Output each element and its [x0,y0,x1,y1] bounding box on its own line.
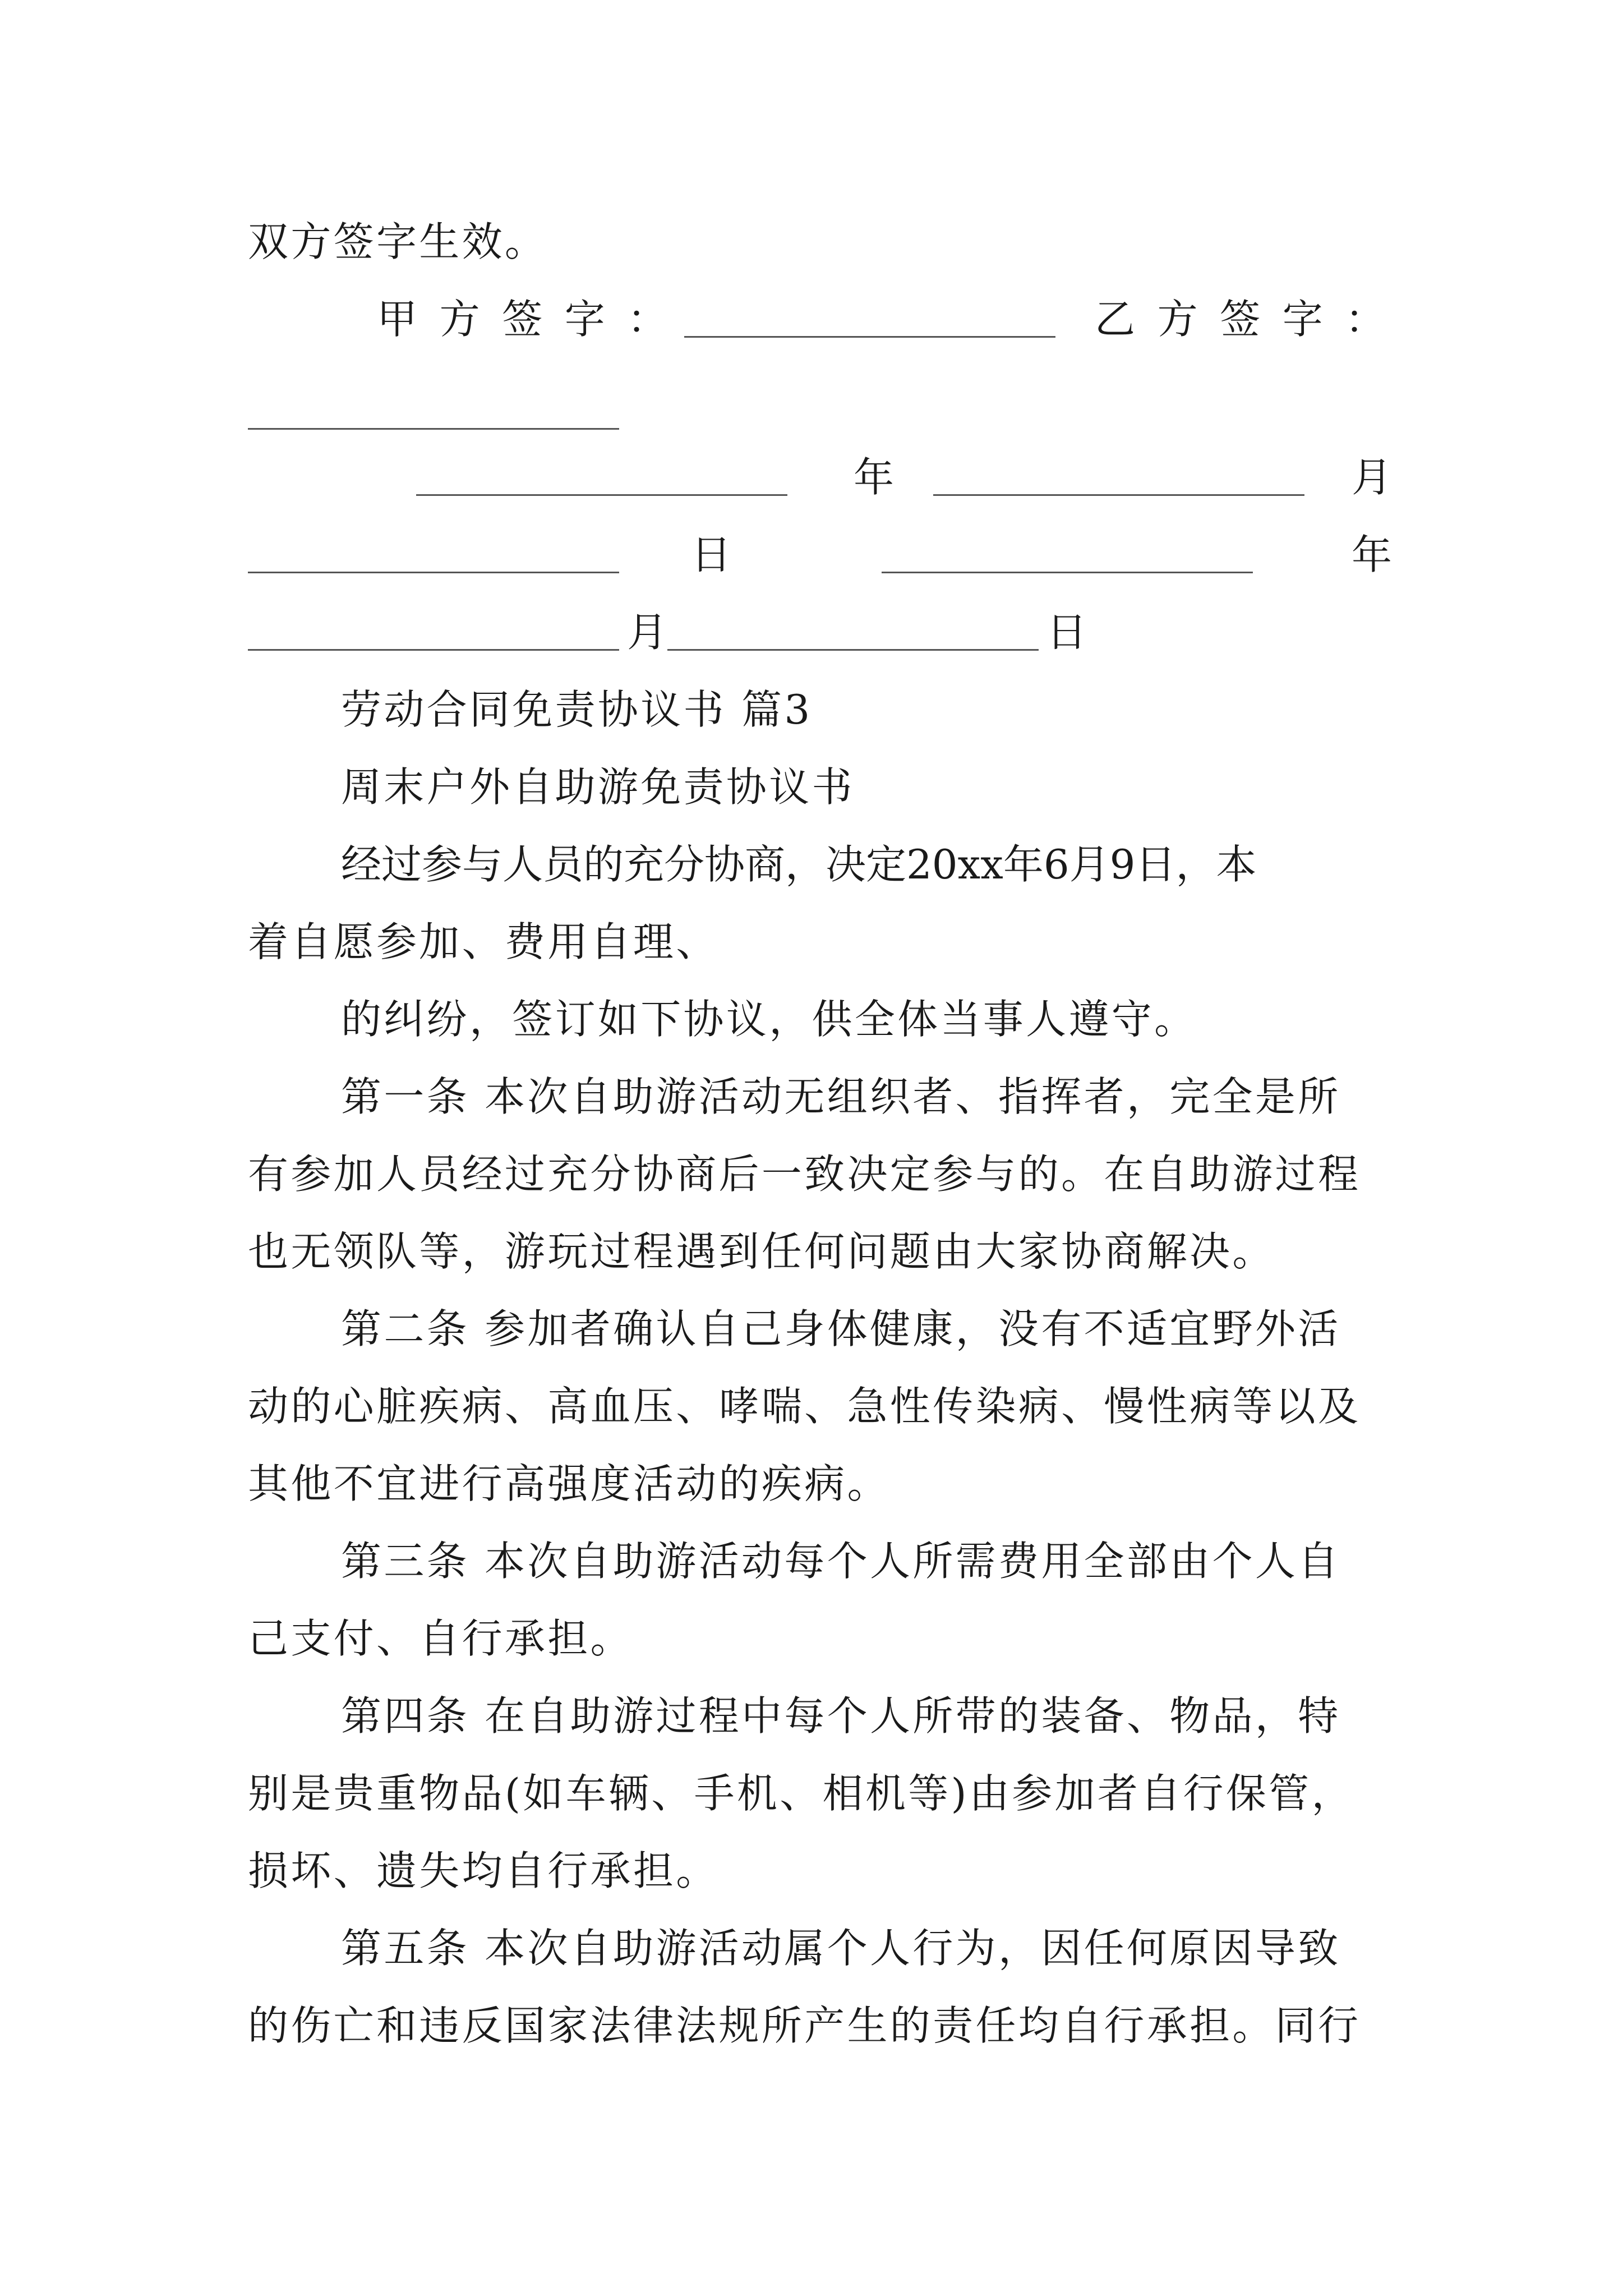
article-4-line-3: 损坏、遗失均自行承担。 [248,1847,719,1894]
month-label-2: 月 [627,609,668,656]
agreement-title: 周末户外自助游免责协议书 [341,763,855,811]
article-5-line-1: 第五条 本次自助游活动属个人行为，因任何原因导致 [341,1925,1341,1972]
article-2-line-1: 第二条 参加者确认自己身体健康，没有不适宜野外活 [341,1305,1341,1352]
party-a-signature-label: 甲方签字： [377,296,690,343]
day-label-2: 日 [1046,609,1087,656]
article-2-line-3: 其他不宜进行高强度活动的疾病。 [248,1460,890,1507]
month-label: 月 [1352,454,1393,501]
party-b-signature-label: 乙方签字： [1095,296,1408,343]
article-3-line-2: 己支付、自行承担。 [248,1615,633,1662]
article-4-line-2: 别是贵重物品(如车辆、手机、相机等)由参加者自行保管， [248,1770,1354,1817]
article-2-line-2: 动的心脏疾病、高血压、哮喘、急性传染病、慢性病等以及 [248,1383,1361,1430]
year-label-2: 年 [1352,531,1393,578]
article-1-line-3: 也无领队等，游玩过程遇到任何问题由大家协商解决。 [248,1228,1275,1275]
paragraph-1-line-1: 经过参与人员的充分协商，决定20xx年6月9日，本 [341,841,1257,888]
article-1-line-1: 第一条 本次自助游活动无组织者、指挥者，完全是所 [341,1073,1341,1120]
article-4-line-1: 第四条 在自助游过程中每个人所带的装备、物品，特 [341,1692,1341,1740]
date-row-1 [248,439,1392,516]
date-row-3 [248,593,1392,671]
day-label: 日 [691,531,732,578]
date-row-2 [248,516,1392,593]
paragraph-2-line-1: 的纠纷，签订如下协议，供全体当事人遵守。 [341,996,1197,1043]
year-label: 年 [854,454,895,501]
section-title: 劳动合同免责协议书 篇3 [341,686,813,733]
article-1-line-2: 有参加人员经过充分协商后一致决定参与的。在自助游过程 [248,1151,1361,1198]
continuation-text: 双方签字生效。 [248,218,548,265]
signature-row [248,280,1408,358]
paragraph-1-line-2: 着自愿参加、费用自理、 [248,918,719,965]
article-5-line-2: 的伤亡和违反国家法律法规所产生的责任均自行承担。同行 [248,2002,1361,2049]
article-3-line-1: 第三条 本次自助游活动每个人所需费用全部由个人自 [341,1538,1341,1585]
party-a-signature-blank [684,280,1055,358]
